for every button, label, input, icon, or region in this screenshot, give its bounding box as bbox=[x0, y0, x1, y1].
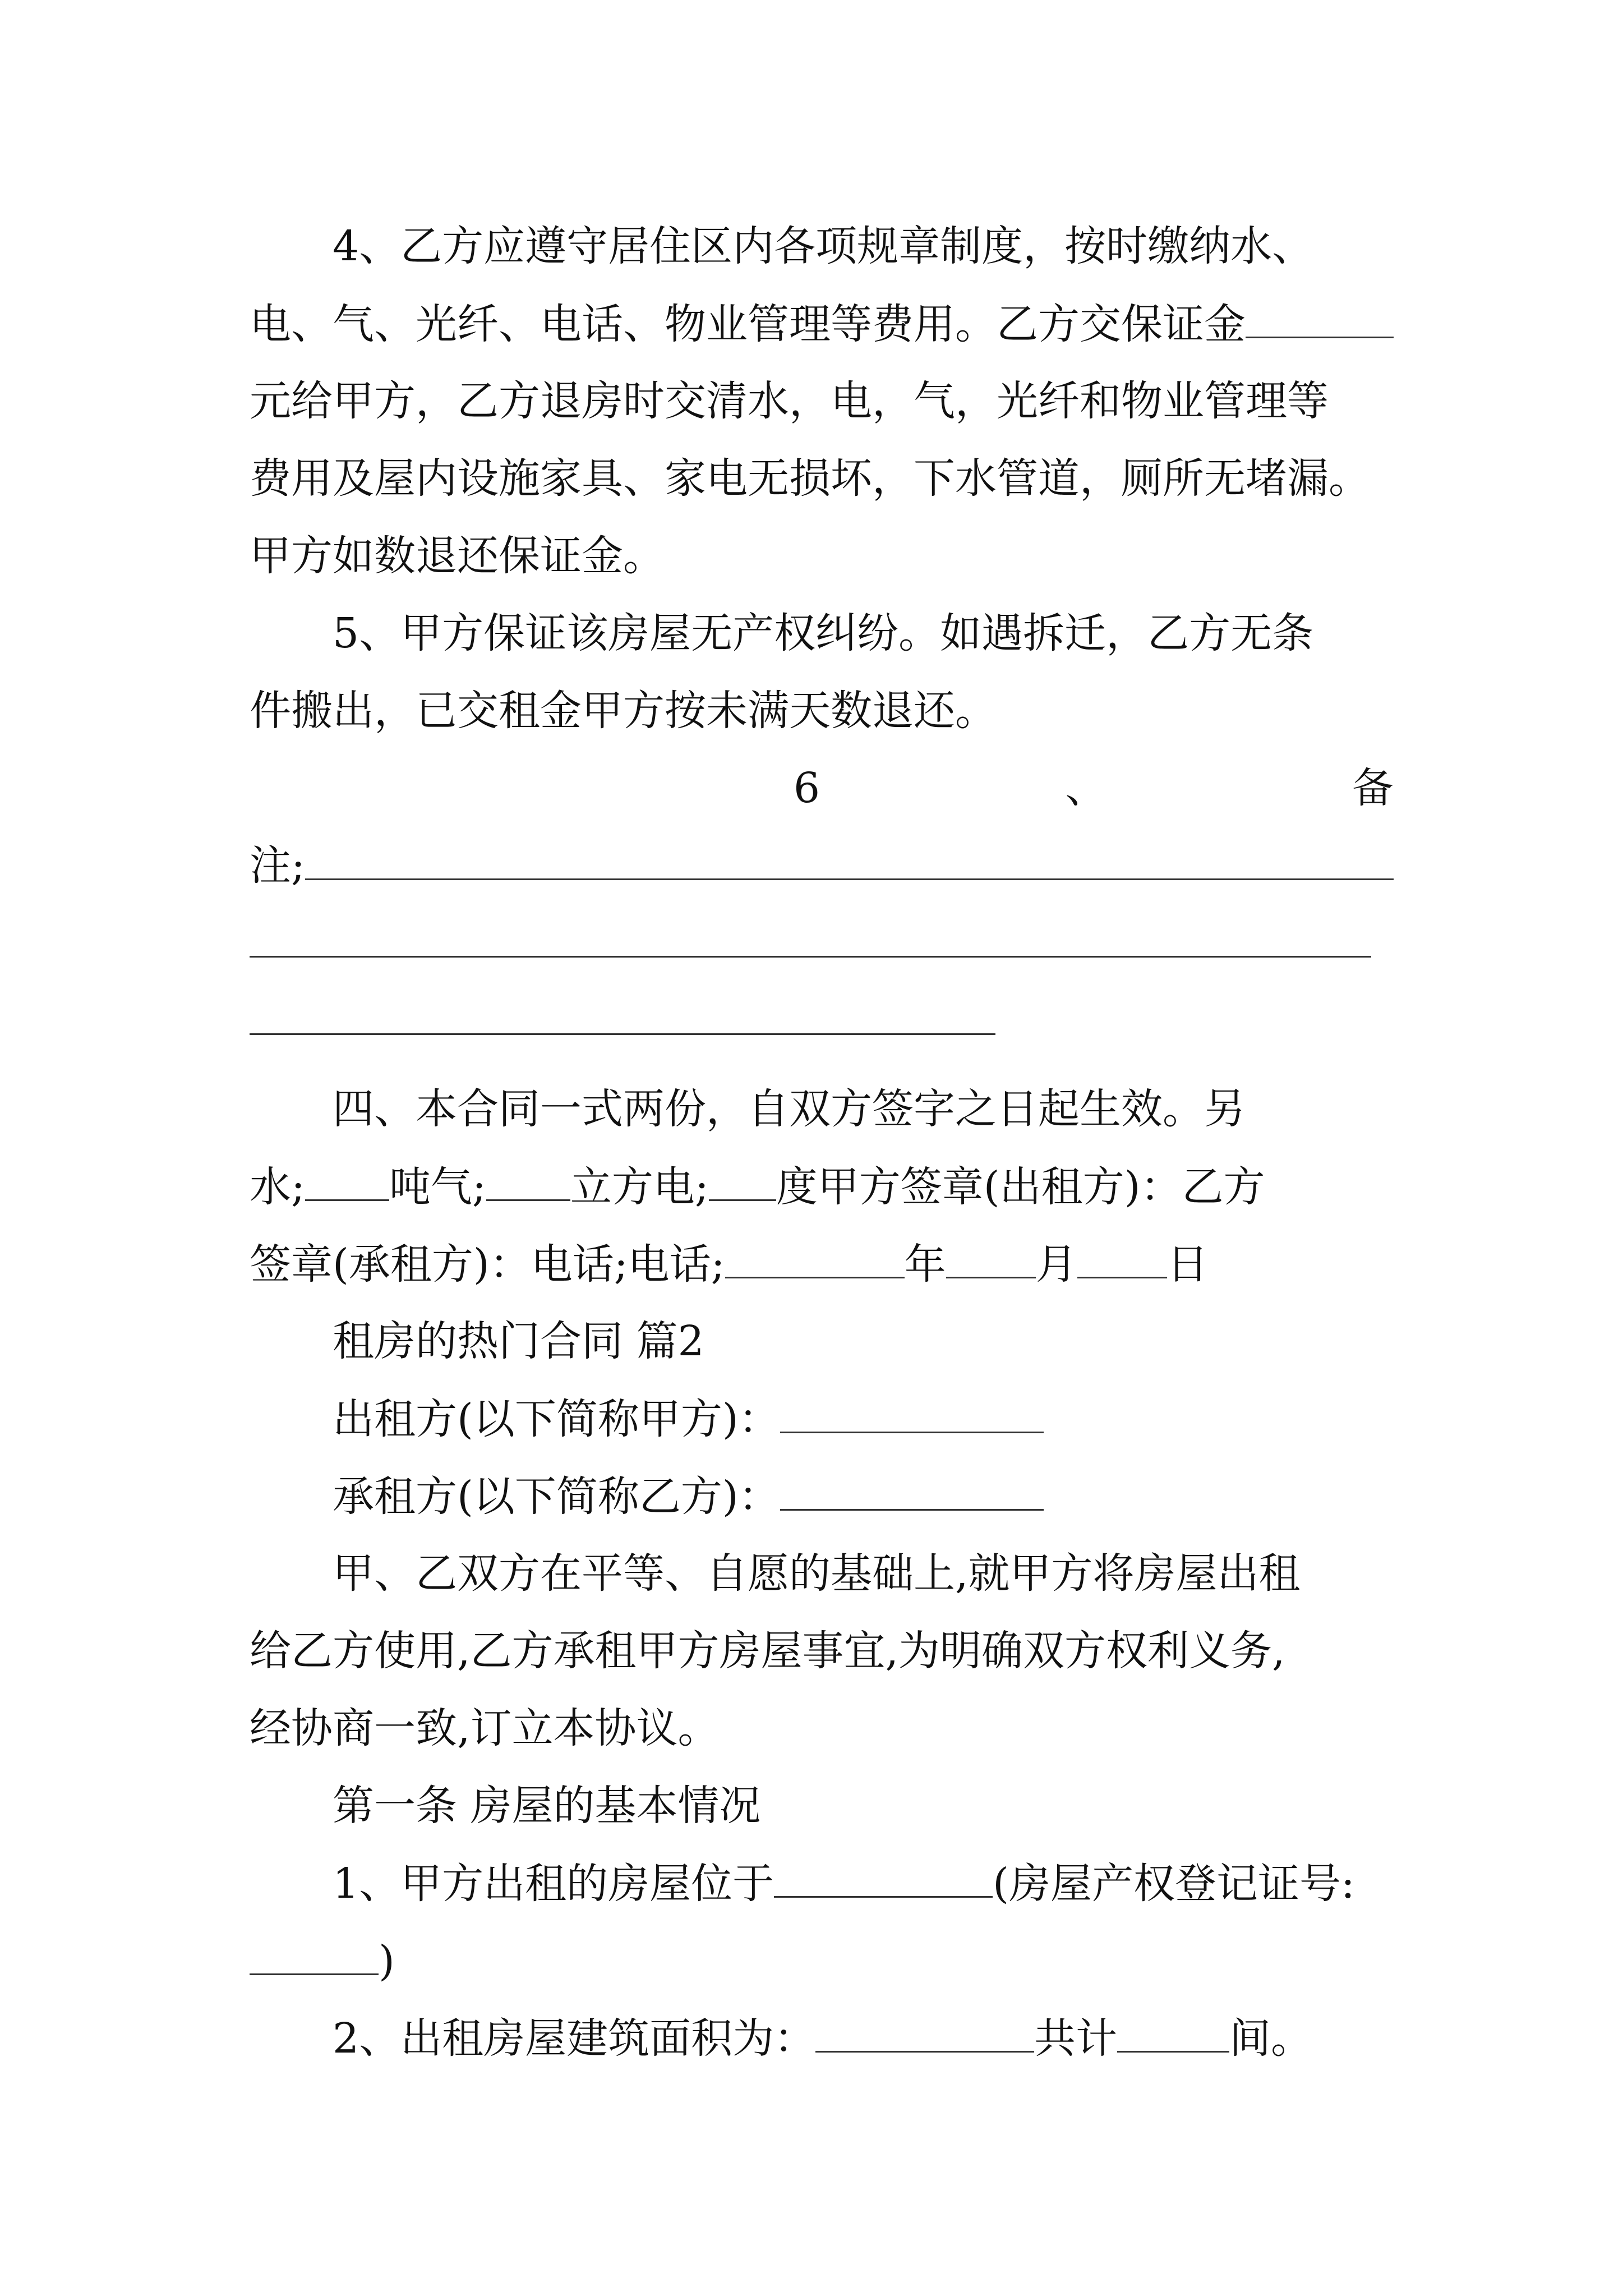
intro-line2: 给乙方使用,乙方承租甲方房屋事宜,为明确双方权利义务, bbox=[250, 1627, 1285, 1675]
intro-line1: 甲、乙双方在平等、自愿的基础上,就甲方将房屋出租 bbox=[333, 1549, 1301, 1598]
clause4-line1: 4、乙方应遵守居住区内各项规章制度，按时缴纳水、 bbox=[333, 222, 1314, 270]
month-blank[interactable] bbox=[946, 1225, 1036, 1278]
clause4-line3: 元给甲方，乙方退房时交清水，电，气，光纤和物业管理等 bbox=[250, 377, 1329, 425]
clause4-line5: 甲方如数退还保证金。 bbox=[250, 532, 665, 580]
remarks-blank-1[interactable] bbox=[305, 827, 1394, 880]
clause6-separator: 、 bbox=[1065, 764, 1107, 812]
item1-line1: 1、甲方出租的房屋位于 (房屋产权登记证号: bbox=[250, 1844, 1394, 1922]
section4-line3: 签章(承租方)：电话;电话; 年 月 日 bbox=[250, 1225, 1394, 1303]
clause4-line4: 费用及屋内设施家具、家电无损坏，下水管道，厕所无堵漏。 bbox=[250, 454, 1370, 503]
property-cert-blank[interactable] bbox=[250, 1922, 379, 1975]
clause6-heading bbox=[250, 749, 1394, 827]
lessor-blank[interactable] bbox=[780, 1380, 1044, 1433]
item1-line2: ) bbox=[250, 1922, 1394, 1999]
deposit-blank[interactable] bbox=[1246, 285, 1394, 338]
clause5-line2: 件搬出，已交租金甲方按未满天数退还。 bbox=[250, 687, 997, 735]
remarks-line-3 bbox=[250, 982, 1394, 1059]
intro-line3: 经协商一致,订立本协议。 bbox=[250, 1704, 720, 1752]
day-blank[interactable] bbox=[1077, 1225, 1167, 1278]
remarks-blank-3[interactable] bbox=[250, 1033, 995, 1035]
location-blank[interactable] bbox=[774, 1844, 993, 1898]
section4-line2: 水; 吨气; 立方电; 度甲方签章(出租方)：乙方 bbox=[250, 1148, 1394, 1225]
section4-line1: 四、本合同一式两份，自双方签字之日起生效。另 bbox=[333, 1085, 1246, 1133]
clause5-line1: 5、甲方保证该房屋无产权纠纷。如遇拆迁，乙方无条 bbox=[333, 609, 1314, 657]
remarks-blank-2[interactable] bbox=[250, 956, 1371, 958]
lessee-line: 承租方(以下简称乙方)： bbox=[250, 1457, 1394, 1535]
electricity-blank[interactable] bbox=[709, 1148, 776, 1201]
lessor-line: 出租方(以下简称甲方)： bbox=[250, 1380, 1394, 1457]
water-blank[interactable] bbox=[305, 1148, 389, 1201]
rooms-blank[interactable] bbox=[1117, 1999, 1229, 2053]
contract2-title: 租房的热门合同 篇2 bbox=[333, 1317, 704, 1365]
remarks-line-2 bbox=[250, 904, 1394, 982]
year-blank[interactable] bbox=[725, 1225, 905, 1278]
lessee-blank[interactable] bbox=[780, 1457, 1044, 1511]
document-body bbox=[250, 208, 1394, 2077]
article1-title: 第一条 房屋的基本情况 bbox=[333, 1782, 761, 1830]
item2-line: 2、出租房屋建筑面积为： 共计 间。 bbox=[250, 1999, 1394, 2077]
clause6-remarks-line: 注; bbox=[250, 827, 1394, 904]
area-blank[interactable] bbox=[815, 1999, 1034, 2053]
clause6-number: 6 bbox=[794, 764, 820, 812]
clause4-line2: 电、气、光纤、电话、物业管理等费用。乙方交保证金 bbox=[250, 285, 1394, 362]
gas-blank[interactable] bbox=[486, 1148, 570, 1201]
clause6-remark-char1: 备 bbox=[1352, 764, 1394, 812]
